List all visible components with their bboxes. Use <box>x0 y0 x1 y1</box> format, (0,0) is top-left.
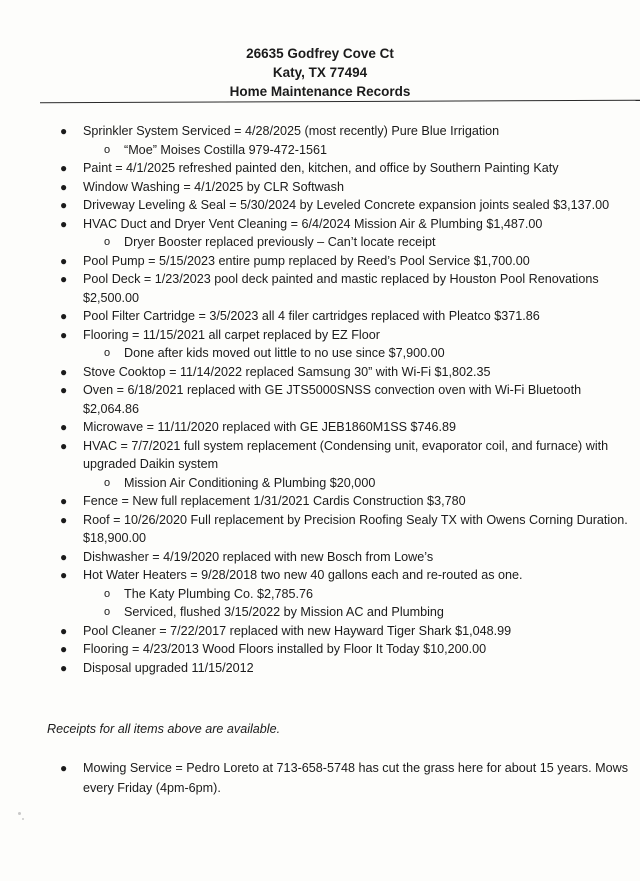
list-item <box>0 270 640 307</box>
list-item <box>0 159 640 178</box>
list-item-text: Roof = 10/26/2020 Full replacement by Precision Roofing Sealy TX with Owens Corning Duration. $18,900.00 <box>83 512 628 545</box>
bullet-icon: ● <box>60 494 68 508</box>
bullet-icon: ● <box>60 383 68 397</box>
list-item <box>0 640 640 659</box>
hollow-bullet-icon: o <box>104 606 111 618</box>
list-item <box>0 437 640 474</box>
bullet-icon: ● <box>60 568 68 582</box>
list-item-text: Hot Water Heaters = 9/28/2018 two new 40 gallons each and re-routed as one. <box>83 568 523 582</box>
receipts-note: Receipts for all items above are available. <box>47 722 281 736</box>
bullet-icon: ● <box>60 364 68 379</box>
list-item-text: Driveway Leveling & Seal = 5/30/2024 by Leveled Concrete expansion joints sealed $3,137.00 <box>83 198 610 212</box>
sub-list-item-text: The Katy Plumbing Co. $2,785.76 <box>124 586 314 601</box>
bullet-icon: ● <box>60 642 68 656</box>
sub-list-item-text: Serviced, flushed 3/15/2022 by Mission AC and Plumbing <box>124 605 444 619</box>
hollow-bullet-icon: o <box>104 347 111 359</box>
hollow-bullet-icon: o <box>104 587 111 600</box>
scan-speck <box>18 812 21 815</box>
mowing-service-section <box>0 758 640 798</box>
bullet-icon: ● <box>60 438 68 453</box>
sub-list-item <box>0 344 640 363</box>
list-item-text: Paint = 4/1/2025 refreshed painted den, kitchen, and office by Southern Painting Katy <box>83 161 559 175</box>
list-item-text: Pool Filter Cartridge = 3/5/2023 all 4 filer cartridges replaced with Pleatco $371.86 <box>83 309 540 323</box>
list-item <box>0 548 640 567</box>
list-item <box>0 326 640 345</box>
list-item <box>0 418 640 437</box>
list-item <box>0 566 640 585</box>
hollow-bullet-icon: o <box>104 143 111 156</box>
hollow-bullet-icon: o <box>104 236 111 248</box>
list-item-text: Microwave = 11/11/2020 replaced with GE JEB1860M1SS $746.89 <box>83 420 457 434</box>
sub-list-item-text: Dryer Booster replaced previously – Can’t locate receipt <box>124 235 436 249</box>
hollow-bullet-icon: o <box>104 476 111 489</box>
bullet-icon: ● <box>60 272 68 286</box>
list-item <box>0 381 640 418</box>
document-title: Home Maintenance Records <box>229 84 411 99</box>
list-item-text: Stove Cooktop = 11/14/2022 replaced Samsung 30” with Wi-Fi $1,802.35 <box>83 364 491 379</box>
list-item <box>0 363 640 382</box>
sub-list-item-text: Done after kids moved out little to no use since $7,900.00 <box>124 346 445 360</box>
bullet-icon: ● <box>60 161 68 175</box>
list-item <box>0 511 640 548</box>
list-item-text: Pool Deck = 1/23/2023 pool deck painted and mastic replaced by Houston Pool Renovations $2,500.00 <box>83 272 599 305</box>
list-item <box>0 196 640 215</box>
sub-list-item <box>0 603 640 622</box>
sub-list-item <box>0 141 640 160</box>
address-line-1: 26635 Godfrey Cove Ct <box>246 46 394 61</box>
list-item-text: Pool Cleaner = 7/22/2017 replaced with new Hayward Tiger Shark $1,048.99 <box>83 623 512 638</box>
list-item-text: Oven = 6/18/2021 replaced with GE JTS5000SNSS convection oven with Wi-Fi Bluetooth $2,064.86 <box>83 383 582 416</box>
list-item-text: HVAC Duct and Dryer Vent Cleaning = 6/4/2024 Mission Air & Plumbing $1,487.00 <box>83 216 543 231</box>
bullet-icon: ● <box>60 549 68 564</box>
sub-list-item-text: Mission Air Conditioning & Plumbing $20,000 <box>124 475 376 490</box>
address-line-2: Katy, TX 77494 <box>272 65 368 80</box>
list-item-text: Flooring = 4/23/2013 Wood Floors installed by Floor It Today $10,200.00 <box>83 642 487 656</box>
list-item <box>0 252 640 271</box>
list-item-text: Fence = New full replacement 1/31/2021 Cardis Construction $3,780 <box>83 494 466 508</box>
list-item <box>0 122 640 141</box>
bullet-icon: ● <box>60 327 68 342</box>
list-item-text: Sprinkler System Serviced = 4/28/2025 (most recently) Pure Blue Irrigation <box>83 124 500 138</box>
document-header <box>0 44 640 101</box>
list-item <box>0 659 640 678</box>
sub-list-item <box>0 474 640 493</box>
list-item <box>0 215 640 234</box>
bullet-icon: ● <box>60 124 68 138</box>
bullet-icon: ● <box>60 253 68 268</box>
bullet-icon: ● <box>60 198 68 212</box>
list-item <box>0 622 640 641</box>
list-item <box>0 307 640 326</box>
sub-list-item <box>0 233 640 252</box>
bullet-icon: ● <box>60 761 68 775</box>
list-item <box>0 178 640 197</box>
list-item-text: Window Washing = 4/1/2025 by CLR Softwash <box>83 179 344 194</box>
maintenance-records-list <box>0 122 640 677</box>
list-item-text: Dishwasher = 4/19/2020 replaced with new Bosch from Lowe’s <box>83 549 434 564</box>
scan-speck <box>22 818 24 820</box>
bullet-icon: ● <box>60 309 68 323</box>
list-item <box>0 758 640 798</box>
list-item-text: Pool Pump = 5/15/2023 entire pump replaced by Reed’s Pool Service $1,700.00 <box>83 253 530 268</box>
list-item-text: Disposal upgraded 11/15/2012 <box>83 660 254 675</box>
list-item-text: Flooring = 11/15/2021 all carpet replaced by EZ Floor <box>83 327 380 342</box>
bullet-icon: ● <box>60 216 68 231</box>
bullet-icon: ● <box>60 660 68 675</box>
bullet-icon: ● <box>60 420 68 434</box>
bullet-icon: ● <box>60 623 68 638</box>
sub-list-item-text: “Moe” Moises Costilla 979-472-1561 <box>124 142 327 157</box>
sub-list-item <box>0 585 640 604</box>
mowing-service-text: Mowing Service = Pedro Loreto at 713-658-5748 has cut the grass here for about 15 years. Mows every Friday (4pm-6pm). <box>83 761 628 795</box>
list-item-text: HVAC = 7/7/2021 full system replacement (Condensing unit, evaporator coil, and furnace) with upgraded Daikin system <box>83 438 609 471</box>
bullet-icon: ● <box>60 512 68 527</box>
list-item <box>0 492 640 511</box>
bullet-icon: ● <box>60 179 68 194</box>
